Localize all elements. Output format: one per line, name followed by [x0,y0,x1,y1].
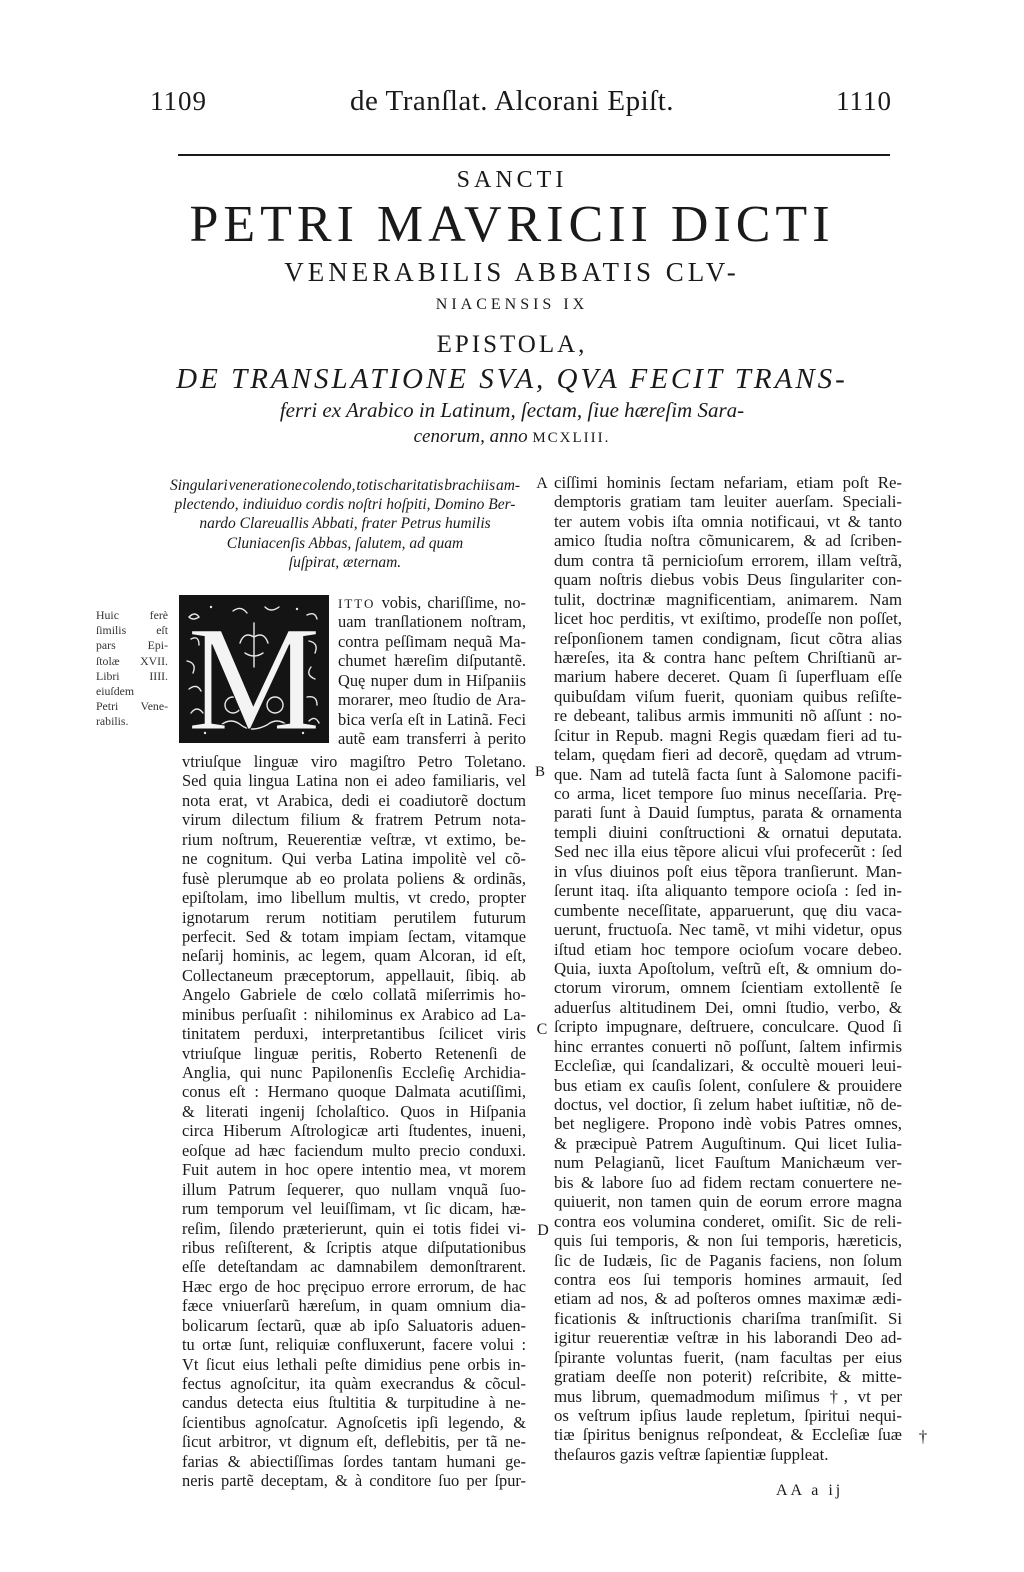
text-line: ne cognitum. Qui verba Latina impolitè vel cõ- [182,849,526,869]
text-line: vtriuſque linguæ viro magiſtro Petro Toletano. [182,752,526,771]
salutation-line: Cluniacenſis Abbas, ſalutem, ad quam [226,534,464,552]
title-date-line [0,425,1024,450]
text-line: tiæ ſpiritus benignus reſpondeat, & Eccleſiæ ſuæ [554,1425,902,1445]
text-line: igitur reuerentiæ veſtræ in his laborandi Deo ad- [554,1328,902,1348]
dropcap-ornament-icon [181,597,327,741]
text-line: gratiam deeſſe non poterit) reſcribite, & mitte- [554,1367,902,1387]
side-note-line: ſimilis eſt [96,623,168,638]
text-line: contra peſſimam nequã Ma- [338,631,526,651]
text-line: ter autem vobis iſta omnia notificaui, vt & tanto [554,511,902,531]
text-line: aduerſus altitudinem Dei, omni ſtudio, verbo, & [554,997,902,1017]
margin-marker-d: D [537,1222,549,1239]
text-line: bis & labore ſuo ad fidem rectam conuertere ne- [554,1172,902,1192]
salutation [170,476,520,572]
intro-line-rest: vobis, chariſſime, no- [375,593,526,612]
side-note-line: Petri Vene- [96,699,168,714]
text-line: circa Hiberum Aſtrologicæ arti ſtudentes, inueni, [182,1121,526,1141]
text-line: mus librum, quemadmodum miſimus †, vt per [554,1386,902,1406]
text-line: ſcientibus agnoſcatur. Agnoſcetis ipſi legendo, & [182,1412,526,1432]
title-venerabilis: VENERABILIS ABBATIS CLV- [284,257,740,287]
text-line: demptoris gratiam tam leuiter auerſam. Speciali- [554,492,902,512]
text-line: Sed quia lingua Latina non ei adeo familiaris, vel [182,771,526,791]
text-line: perfecit. Sed & totam impiam ſectam, vitamque [182,926,526,946]
margin-marker-c: C [536,1021,548,1038]
text-line: bica verſa eſt in Latinã. Feci [338,709,526,729]
title-niacensis: NIACENSIS IX [435,296,589,313]
text-line: ciſſimi hominis ſectam nefariam, etiam poſt Re- [554,473,902,492]
text-line: Angelo Gabriele de cœlo collatã miſerrimis ho- [182,985,526,1005]
text-line: fectus agnoſcitur, ita quàm execrandus & cõcul- [182,1374,526,1393]
title-sancti: SANCTI [456,167,568,193]
text-line: morarer, meo ſtudio de Ara- [338,690,526,710]
text-line: uam tranſlationem noſtram, [338,612,526,632]
side-note-line: Huic ferè [96,608,168,622]
text-line: & literati ingenij ſcholaſtico. Quos in Hiſpania [182,1101,526,1121]
text-line: quam noſtris diebus vobis Deus ſingulariter con- [554,570,902,590]
text-line: reſim, ſilendo præterierunt, quin ei totis fidei vi- [182,1218,526,1238]
title-year: MCXLIII. [532,430,611,446]
text-line: quis ſui temporis, & non ſui temporis, hæreticis, [554,1231,902,1251]
text-line: farias & abiectiſſimas ſordes tantam humani ge- [182,1451,526,1471]
text-line: vtriuſque linguæ peritis, Roberto Retenenſi de [182,1043,526,1063]
side-note-line: Libri IIII. [96,668,168,683]
signature-mark: AA a ij [776,1482,844,1499]
text-line: conus eſt : Hermano quoque Dalmata acutiſſimi, [182,1082,526,1102]
text-line: fusè plerumque ab eo prolata poliens & ordinãs, [182,868,526,888]
text-line: co arma, licet tempore ſuo minus neceſſaria. Prę- [554,784,902,803]
intro-word: ITTO [338,596,376,611]
text-line: tulit, doctrinæ magnificentiam, animarem. Nam [554,589,902,609]
text-line: ignotarum rerum notitiam perutilem futurum [182,907,526,927]
text-line: contra eos volumina conderet, omiſit. Sic de reli- [554,1211,902,1231]
text-line: iſtud etiam hoc tempore ocioſum vocare debeo. [554,939,902,959]
text-line: nota erat, vt Arabica, dedi ei coadiutorẽ doctum [182,790,526,810]
header-rule [178,154,890,156]
title-subtitle: ferri ex Arabico in Latinum, ſectam, ſiue hæreſim Sara- [279,398,745,422]
text-line: quibuſdam viſum fuerit, quoniam quibus reſiſte- [554,686,902,706]
text-line: Quia, iuxta Apoſtolum, veſtrũ eſt, & omnium do- [554,958,902,978]
text-line: telam, quędam fieri ad decorẽ, quędam ad vtrum- [554,745,902,765]
text-line: ribus reſiſterent, & ſcriptis atque diſputationibus [182,1237,526,1257]
text-line: Quę nuper dum in Hiſpaniis [338,670,526,690]
text-line: Hæc ergo de hoc pręcipuo errore errorum, de hac [182,1276,526,1296]
text-line: marium habere deceret. Quam ſi ſuperfluam eſſe [554,667,902,687]
title-main: PETRI MAVRICII DICTI [189,196,835,253]
text-line: rum temporum vel leuiſſimam, vt ſic dicam, hæ- [182,1199,526,1219]
text-line: templi diuini conſtructioni & ornatui deputata. [554,822,902,842]
text-line: minibus perſuaſit : nihilominus ex Arabico ad La- [182,1004,526,1024]
text-line: ſicut arbitror, vt dignum eſt, deflebitis, per tã ne- [182,1432,526,1452]
text-line: Fuit autem in hoc opere intentio mea, vt morem [182,1160,526,1180]
text-line: os veſtrum ipſius laude repletum, ſpiritui nequi- [554,1406,902,1425]
text-line: Vt ſicut eius lethali peſte dimidius pene orbis in- [182,1354,526,1374]
left-column [182,752,526,1491]
right-column [554,473,902,1464]
margin-marker-a: A [536,475,548,492]
text-line: doctus, vel doctior, ſi zelum habet iuſtitiæ, nõ de- [554,1095,902,1114]
side-note-line: eiuſdem [96,683,135,698]
text-line: Eccleſiæ, qui ſcandalizari, & occultè moueri leui- [554,1056,902,1076]
text-line: quiuerit, non tamen quin de eorum errore magna [554,1192,902,1212]
text-line: eſſe deteſtandam ac damnabilem demonſtrarent. [182,1257,526,1277]
text-line: dum contra tã pernicioſum errorem, illam veſtrã, [554,550,902,570]
text-line [338,593,526,612]
text-line: hinc errantes conuerti nõ poſſunt, ſaltem infirmis [554,1036,902,1056]
text-line: Sed nec illa eius tẽpore alicui vſui profecerũt : ſed [554,842,902,862]
page-number-left: 1109 [150,86,207,116]
text-line: in vſus diuinos poſt eius tẽpora tranſierunt. Man- [554,861,902,881]
side-note-line: rabilis. [96,714,129,729]
margin-marker-b: B [534,764,545,780]
text-line: Anglia, qui nunc Papilonenſis Eccleſię Archidia- [182,1063,526,1082]
text-line: ſic de Iudæis, ſic de Paganis faciens, non ſolum [554,1250,902,1270]
dropcap-m [179,595,329,743]
text-line: candus detecta eius ſtultitia & turpitudine à ne- [182,1393,526,1413]
text-line: hæreſes, ita & contra hanc peſtem Chriſtianũ ar- [554,647,902,667]
text-line: Collectaneum præceptorum, appellauit, ſibiq. ab [182,965,526,985]
text-line: neris partẽ deceptam, & à conditore ſuo per ſpur- [182,1471,526,1491]
text-line: illum Patrum ſequerer, quo nullam vnquã ſuo- [182,1179,526,1199]
text-line: re debeant, talibus armis immuniti nõ aſſunt : no- [554,706,902,726]
side-note-line: ſtolæ XVII. [96,653,168,668]
page-number-right: 1110 [836,86,892,116]
text-line: parati ſunt à Dauid ſumptus, parata & ornamenta [554,803,902,823]
text-line: eoſque ad hæc faciendum multo precio conduxi. [182,1140,526,1160]
text-line: ſcitur in Repub. magni Regis quædam fieri ad tu- [554,725,902,745]
title-cenorum: cenorum, anno [413,426,528,447]
salutation-line: plectendo, indiuiduo cordis noſtri hoſpiti, Domino Ber- [174,496,516,514]
side-note [96,608,168,730]
title-epistola: EPISTOLA, [436,331,588,358]
text-line: & præcipuè Patrem Auguſtinum. Qui licet Iulia- [554,1133,902,1153]
text-line: fæce vniuerſarũ hæreſum, in quam omnium dia- [182,1296,526,1316]
text-line: licet hoc perditis, vt exiſtimo, prodeſſe non poſſet, [554,609,902,629]
running-title: de Tranſlat. Alcorani Epiſt. [349,85,675,117]
salutation-line: Singulari veneratione colendo, totis charitatis brachiis am- [170,477,521,494]
text-line: tinitatem perduxi, interpretantibus ſcilicet viris [182,1024,526,1044]
text-line: uerunt, fructuoſa. Nec tamẽ, vt mihi videtur, opus [554,920,902,940]
text-line: num Pelagianũ, licet Fauſtum Manichæum ver- [554,1153,902,1173]
text-line: bolicarum ſectarũ, quæ ab ipſo Saluatoris aduen- [182,1315,526,1335]
text-line: que. Nam ad tutelã facta ſunt à Salomone pacifi- [554,764,902,784]
text-line: cumbente neceſſitate, apparuerunt, quę diu vaca- [554,900,902,920]
left-column-intro [338,593,526,749]
dropcap-letter: M [187,597,321,741]
text-line: ſerunt itaq. iſta aliquanto tempore ocioſa : ſed in- [554,881,902,901]
text-line: bet negligere. Propono indè vobis Patres omnes, [554,1114,902,1134]
side-note-line: pars Epi- [96,638,168,653]
text-line: rium noſtrum, Reuerentiæ veſtræ, vt extimo, be- [182,829,526,849]
text-line: chumet hæreſim diſputantẽ. [338,651,526,671]
text-line: epiſtolam, imo libellum multis, vt credo, propter [182,888,526,908]
text-line: ſpirante voluntas fuerit, (nam facultas per eius [554,1347,902,1367]
text-line: reſponſionem tamen condignam, ſicut cõtra alias [554,628,902,648]
text-line: ſcripto impugnare, deſtruere, conculcare. Quod ſi [554,1017,902,1037]
text-line: amico ſtudia noſtra cõmunicarem, & ad ſcriben- [554,531,902,551]
text-line: ficationis & inſtructionis chariſma tranſmiſit. Si [554,1308,902,1328]
text-line: neſarij hominis, ac legem, quam Alcoran, id eſt, [182,946,526,966]
text-line: virum dilectum filium & fratrem Petrum nota- [182,810,526,830]
title-de-translatione: DE TRANSLATIONE SVA, QVA FECIT TRANS- [176,363,848,395]
text-line: contra eos ſui temporis homines armauit, ſed [554,1269,902,1289]
salutation-line: nardo Clareuallis Abbati, frater Petrus humilis [199,515,491,533]
text-line: etiam ad nos, & ad poſteros omnes maximæ ædi- [554,1289,902,1309]
text-line: ctorum virorum, omnem ſcientiam extollentẽ ſe [554,978,902,998]
text-line: bus etiam ex cauſis ſolent, conſulere & prouidere [554,1075,902,1095]
salutation-line: ſuſpirat, æternam. [288,553,402,571]
text-line: autẽ eam transferri à perito [338,729,526,749]
text-line: theſauros gazis veſtræ ſapientiæ ſuppleat. [554,1444,829,1464]
dagger-note-marker: † [918,1427,928,1446]
text-line: tu ortæ ſunt, reliquiæ confluxerunt, facere volui : [182,1335,526,1355]
